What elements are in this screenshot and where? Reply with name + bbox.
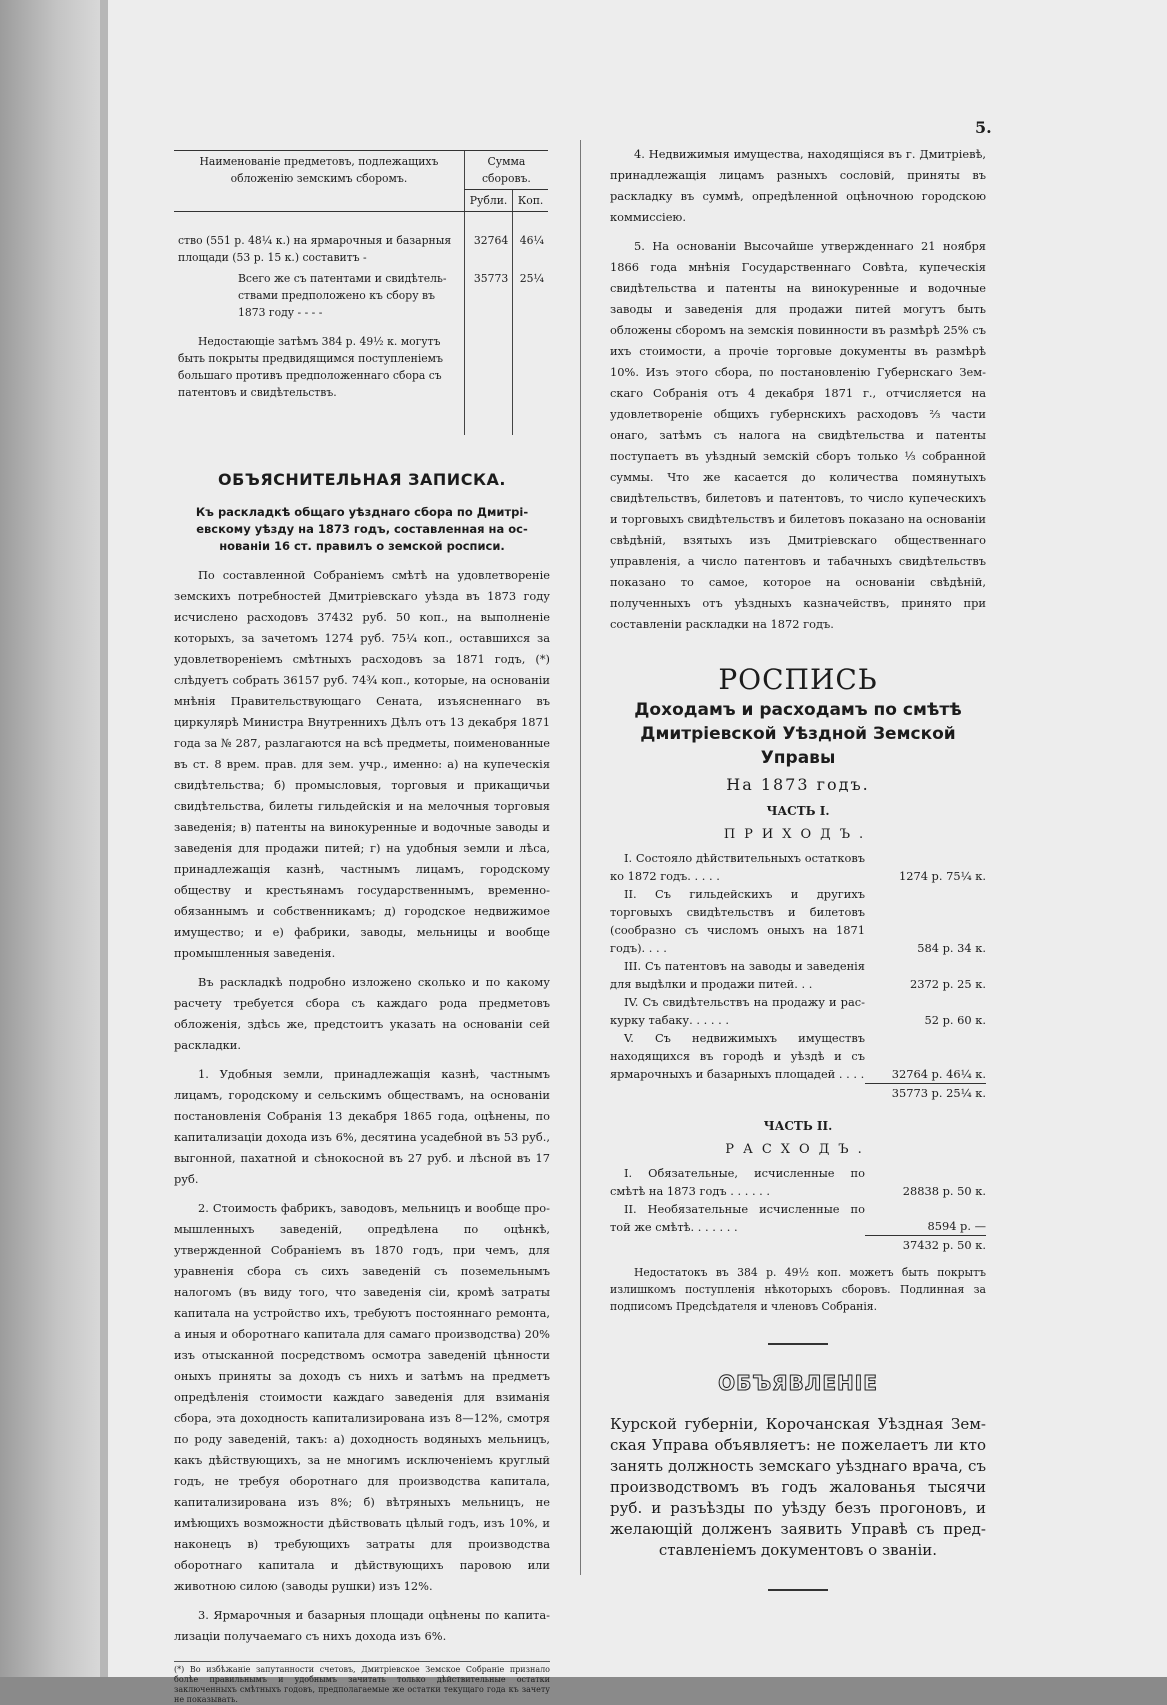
expense-total: 37432 р. 50 к. (610, 1236, 986, 1255)
budget-subtitle: Доходамъ и расходамъ по смѣтѣ Дмитріевской Уѣздной Земской Управы (634, 700, 962, 768)
right-column (610, 144, 986, 1619)
footnote: (*) Во избѣжаніе запутанности счетовъ, Дмитріевское Земское Собраніе признало болѣе правильнымъ и удобнымъ зачитать только дѣйствительные остатки заключенныхъ смѣтныхъ годовъ, предполагаемые же остатки текущаго года къ зачету не показывать. (174, 1661, 550, 1705)
divider (768, 1343, 828, 1345)
page-number: 5. (975, 118, 992, 137)
income-heading: ПРИХОДЪ. (723, 827, 873, 842)
tax-table-header-item: Наименованіе предметовъ, подлежащихъ обложенію земскимъ сборомъ. (174, 151, 464, 212)
tax-table-header-rub: Рубли. (464, 190, 512, 212)
table-row: Всего же съ патентами и свидѣтельствами предположено къ сбору въ 1873 году - - - - 35773 25¼ (174, 268, 548, 323)
announcement-title: ОБЪЯВЛЕНІЕ (718, 1371, 878, 1395)
explanatory-note-title: ОБЪЯСНИТЕЛЬНАЯ ЗАПИСКА. (218, 470, 506, 489)
budget-note: Недостатокъ въ 384 р. 49½ коп. можетъ быть покрытъ излишкомъ поступленія нѣкоторыхъ сборовъ. Подлинная за подписомъ Предсѣдателя и членовъ Собранія. (610, 1266, 986, 1313)
column-divider (580, 140, 581, 1575)
binding-edge (100, 0, 108, 1677)
income-table (610, 849, 986, 1102)
budget-year: На 1873 годъ. (726, 775, 870, 794)
paragraph: 5. На основаніи Высочайше утвержденнаго 21 ноября 1866 года мнѣнія Государственнаго Совѣта, купеческія свидѣтельства и патенты на винокуренные и водочные заводы и заведенія для продажи питей могутъ быть обложены сборомъ на земскія повинности въ размѣрѣ 25% съ ихъ стоимости, а прочіе торговые документы въ размѣрѣ 10%. Изъ этого сбора, по постановленію Губернскаго Земскаго Собранія отъ 4 декабря 1871 г., отчисляется на удовлетвореніе общихъ губернскихъ расходовъ ⅔ части онаго, затѣмъ съ налога на свидѣтельства и патенты поступаетъ въ уѣздный земскій сборъ только ⅓ собранной суммы. Что же касается до количества помянутыхъ свидѣтельствъ, билетовъ и патентовъ, то число купеческихъ и торговыхъ свидѣтельствъ и билетовъ показано на основаніи свѣдѣній, взятыхъ изъ Дмитріевскаго общественнаго управленія, а число патентовъ и табачныхъ свидѣтельствъ показано то самое, которое на основаніи свѣдѣній, полученныхъ отъ уѣздныхъ казначействъ, принято при составленіи раскладки на 1872 годъ. (610, 239, 986, 631)
paragraph: 3. Ярмарочныя и базарныя площади оцѣнены по капитализаціи получаемаго съ нихъ дохода изъ 6%. (174, 1608, 550, 1643)
tax-table-header-kop: Коп. (513, 190, 548, 212)
list-item: I. Обязательные, исчисленные по смѣтѣ на 1873 годъ . . . . . . 28838 р. 50 к. (610, 1165, 986, 1198)
paragraph: Въ раскладкѣ подробно изложено сколько и по какому расчету требуется сбора съ каждаго рода предметовъ обложенія, здѣсь же, предстоитъ указать на основаніи сей раскладки. (174, 975, 550, 1052)
paragraph: По составленной Собраніемъ смѣтѣ на удовлетвореніе земскихъ потребностей Дмитріевскаго уѣзда въ 1873 году исчислено расходовъ 37432 руб. 50 коп., на выполненіе которыхъ, за зачетомъ 1274 руб. 75¼ коп., оставшихся за удовлетвореніемъ смѣтныхъ расходовъ за 1871 годъ, (*) слѣдуетъ собрать 36157 руб. 74¾ коп., которые, на основаніи мнѣнія Правительствующаго Сената, изъясненнаго въ циркулярѣ Министра Внутреннихъ Дѣлъ отъ 13 декабря 1871 года за № 287, разлагаются на всѣ предметы, поименованные въ ст. 8 врем. прав. для зем. учр., именно: а) на купеческія свидѣтельства; б) промысловыя, торговыя и прикащичьи свидѣтельства, билеты гильдейскія и на мелочныя торговыя заведенія; в) патенты на винокуренные и водочные заводы и заведенія для продажи питей; г) на удобныя земли и лѣса, принадлежащія казнѣ, частнымъ лицамъ, городскому обществу и крестьянамъ государственнымъ, временно-обязаннымъ и собственникамъ; д) городское недвижимое имущество; и е) фабрики, заводы, мельницы и вообще промышленныя заведенія. (174, 568, 550, 960)
list-item: II. Необязательные исчисленные по той же смѣтѣ. . . . . . . 8594 р. — (610, 1201, 986, 1234)
tax-table (174, 150, 548, 435)
expense-table (610, 1164, 986, 1255)
income-total: 35773 р. 25¼ к. (610, 1083, 986, 1102)
list-item: II. Съ гильдейскихъ и другихъ торговыхъ свидѣтельствъ и билетовъ (сообразно съ числомъ оныхъ на 1871 годъ). . . . 584 р. 34 к. (610, 887, 986, 955)
list-item: III. Съ патентовъ на заводы и заведенія для выдѣлки и продажи питей. . . 2372 р. 25 к. (610, 959, 986, 991)
divider (768, 1589, 828, 1591)
table-row: Недостающіе затѣмъ 384 р. 49½ к. могутъ быть покрыты предвидящимся поступленіемъ большаго противъ предположеннаго сбора съ патентовъ и свидѣтельствъ. (174, 323, 548, 435)
list-item: V. Съ недвижимыхъ имуществъ находящихся въ городѣ и уѣздѣ и съ ярмарочныхъ и базарныхъ площадей . . . . 32764 р. 46¼ к. (610, 1031, 986, 1081)
tax-table-header-sum: Сумма сборовъ. (464, 151, 548, 190)
expense-heading: РАСХОДЪ. (725, 1141, 871, 1157)
paragraph: 2. Стоимость фабрикъ, заводовъ, мельницъ и вообще промышленныхъ заведеній, опредѣлена по оцѣнкѣ, утвержденной Собраніемъ въ 1870 годъ, при чемъ, для уравненія сбора съ сихъ заведеній съ поземельнымъ налогомъ (въ виду того, что заведенія сіи, кромѣ затраты капитала на устройство ихъ, требуютъ постояннаго ремонта, а иныя и оборотнаго капитала для самаго производства) 20% изъ отысканной посредствомъ осмотра заведеній цѣнности оныхъ приняты за доходъ съ нихъ и затѣмъ на предметъ опредѣленія стоимости каждаго заведенія для взиманія сбора, эта доходность капитализирована изъ 8—12%, смотря по роду заведеній, такъ: а) доходность водяныхъ мельницъ, какъ дѣйствующихъ, за не многимъ исключеніемъ круглый годъ, не требуя оборотнаго для производства капитала, капитализирована изъ 8%; б) вѣтряныхъ мельницъ, не имѣющихъ возможности дѣйствовать цѣлый годъ, изъ 10%, и наконецъ в) требующихъ затраты для производства оборотнаго капитала и дѣйствующихъ паровою или животною силою (заводы рушки) изъ 12%. (174, 1201, 550, 1593)
binding-spine (0, 0, 104, 1677)
part-2-heading: ЧАСТЬ II. (763, 1118, 833, 1133)
budget-title: РОСПИСЬ (718, 663, 878, 696)
announcement-text: Курской губерніи, Корочанская Уѣздная Земская Управа объявляетъ: не пожелаетъ ли кто занять должность земскаго уѣзднаго врача, съ производствомъ въ годъ жалованья тысячи руб. и разъѣзды по уѣзду безъ прогоновъ, и желающій долженъ заявить Управѣ съ представленіемъ документовъ о званіи. (610, 1415, 986, 1559)
left-column (174, 150, 550, 1705)
explanatory-note-subtitle: Къ раскладкѣ общаго уѣзднаго сбора по Дмитріевскому уѣзду на 1873 годъ, составленная на основаніи 16 ст. правилъ о земской росписи. (195, 505, 529, 553)
paragraph: 4. Недвижимыя имущества, находящіяся въ г. Дмитріевѣ, принадлежащія лицамъ разныхъ сословій, приняты въ раскладку въ суммѣ, опредѣленной оцѣночною городскою коммиссіею. (610, 147, 986, 224)
list-item: I. Состояло дѣйствительныхъ остатковъ ко 1872 годъ. . . . . 1274 р. 75¼ к. (610, 851, 986, 883)
list-item: IV. Съ свидѣтельствъ на продажу и раскурку табаку. . . . . . 52 р. 60 к. (610, 995, 986, 1027)
table-row: ство (551 р. 48¼ к.) на ярмарочныя и базарныя площади (53 р. 15 к.) составитъ - 32764 46¼ (174, 230, 548, 268)
paragraph: 1. Удобныя земли, принадлежащія казнѣ, частнымъ лицамъ, городскому и сельскимъ обществамъ, на основаніи постановленія Собранія 13 декабря 1865 года, оцѣнены, по капитализаціи дохода изъ 6%, десятина усадебной въ 53 руб., выгонной, пахатной и сѣнокосной въ 27 руб. и лѣсной въ 17 руб. (174, 1067, 550, 1186)
part-1-heading: ЧАСТЬ I. (766, 804, 830, 818)
